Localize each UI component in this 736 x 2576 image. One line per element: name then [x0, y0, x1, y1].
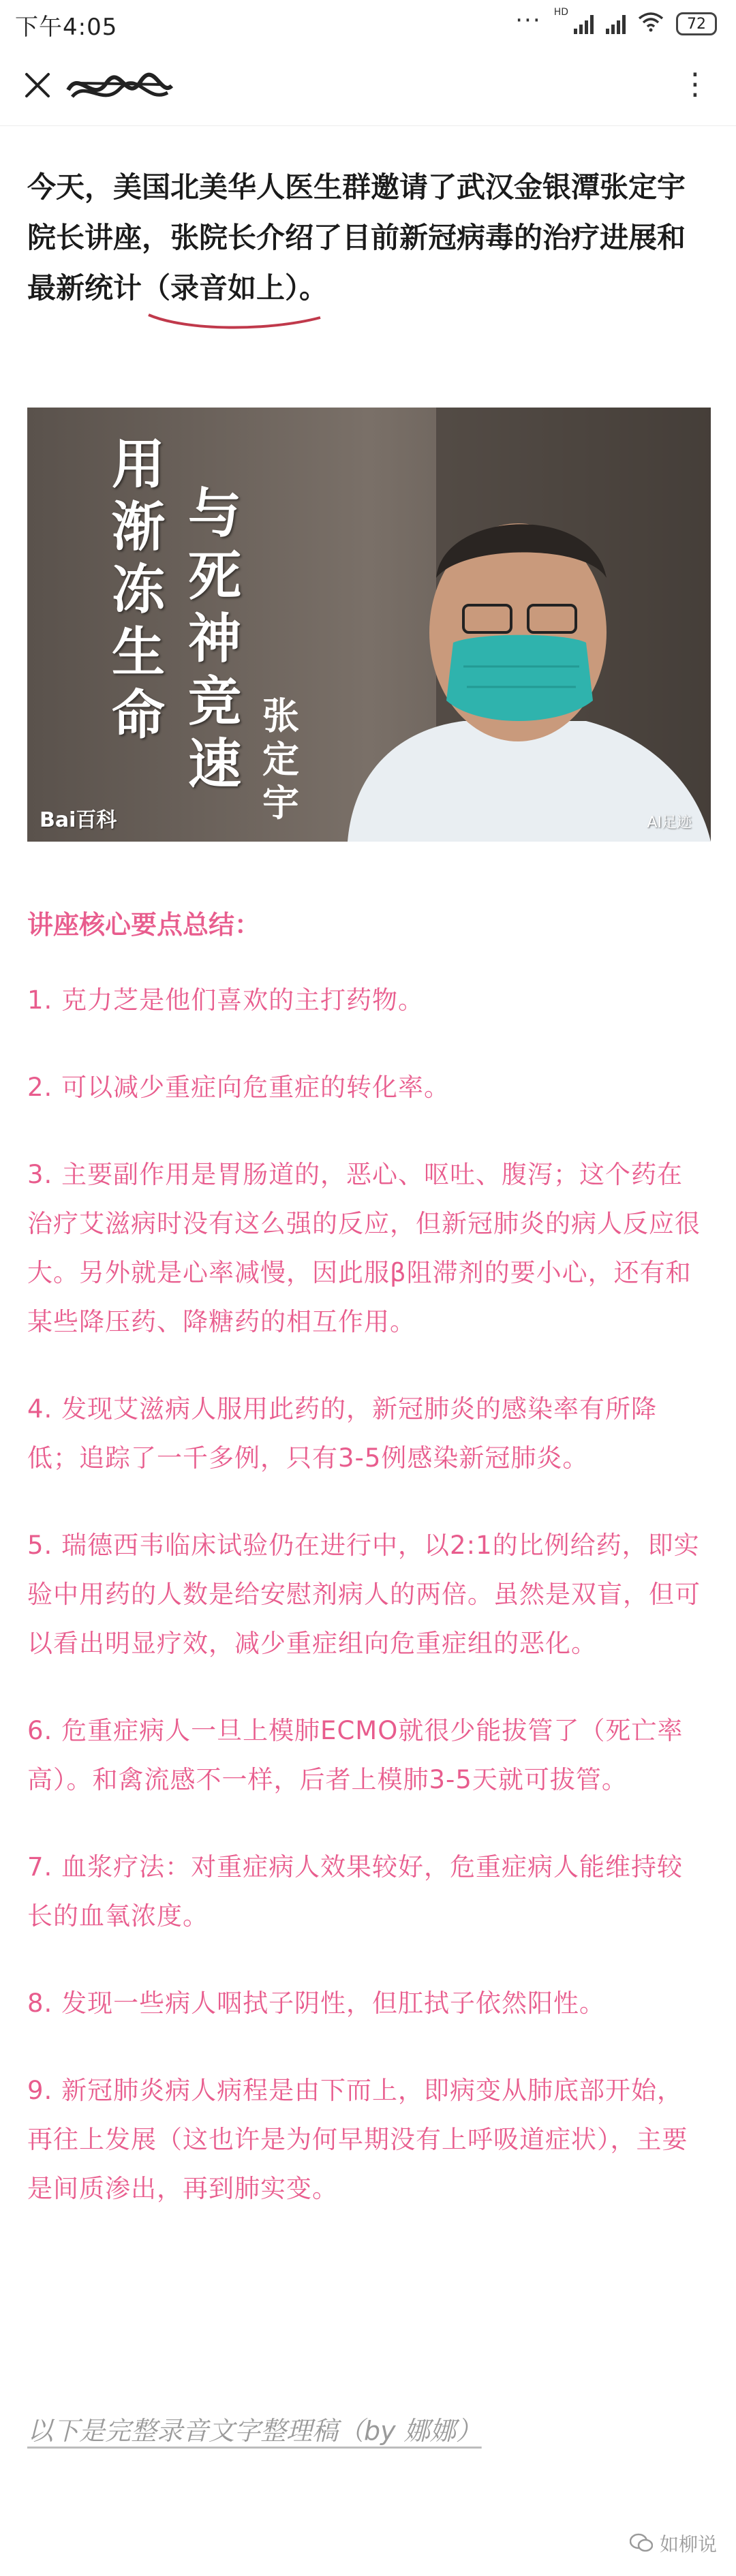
redacted-title-scribble: [65, 63, 174, 110]
article-figure: [27, 408, 711, 842]
summary-point-9: 9. 新冠肺炎病人病程是由下而上，即病变从肺底部开始，再往上发展（这也许是为何早期没有上呼吸道症状），主要是间质渗出，再到肺实变。: [27, 2076, 688, 2203]
figure-caption-name: 张定宇: [262, 694, 299, 825]
summary-point-3: 3. 主要副作用是胃肠道的，恶心、呕吐、腹泻；这个药在治疗艾滋病时没有这么强的反应，但新冠肺炎的病人反应很大。另外就是心率减慢，因此服β阻滞剂的要小心，还有和某些降压药、降糖药的相互作用。: [27, 1160, 701, 1336]
brand-watermark: [630, 2530, 717, 2557]
wifi-icon: [638, 12, 664, 37]
more-options-button[interactable]: [673, 63, 717, 106]
article-intro: 今天，美国北美华人医生群邀请了武汉金银潭张定宇院长讲座，张院长介绍了目前新冠病毒的治疗进展和最新统计（录音如上）。: [27, 170, 686, 305]
more-notifications-icon: ···: [515, 7, 542, 34]
signal-icon-2: [606, 14, 626, 34]
figure-caption-col-2: 与死神竞速: [188, 482, 242, 795]
wechat-icon: [630, 2533, 653, 2554]
more-icon: ⋮: [680, 67, 710, 102]
summary-point-6: 6. 危重症病人一旦上模肺ECMO就很少能拔管了（死亡率高）。和禽流感不一样，后者上模肺3-5天就可拔管。: [27, 1716, 684, 1794]
summary-point-1: 1. 克力芝是他们喜欢的主打药物。: [27, 985, 425, 1015]
brand-watermark-text: 如柳说: [659, 2533, 717, 2556]
transcript-link[interactable]: 以下是完整录音文字整理稿（by 娜娜）: [27, 2416, 482, 2446]
figure-watermark: AI足迹: [647, 814, 692, 831]
signal-label: HD: [553, 7, 568, 18]
nav-bar: [0, 49, 736, 126]
status-bar: [0, 0, 736, 49]
summary-title: 讲座核心要点总结：: [27, 910, 261, 940]
summary-point-4: 4. 发现艾滋病人服用此药的，新冠肺炎的感染率有所降低；追踪了一千多例，只有3-5例感染新冠肺炎。: [27, 1394, 658, 1473]
figure-caption-col-1: 用渐冻生命: [112, 433, 166, 746]
intro-underline-mark: [146, 308, 323, 331]
close-icon: [22, 70, 52, 100]
status-icons: [515, 7, 717, 41]
battery-indicator: 72: [676, 12, 717, 35]
baidu-logo: Bai百科: [40, 808, 117, 832]
summary-point-2: 2. 可以减少重症向危重症的转化率。: [27, 1073, 450, 1102]
close-button[interactable]: [16, 64, 59, 106]
signal-icon: [574, 14, 594, 34]
summary-points-list: [27, 976, 709, 2252]
status-time: 下午4:05: [15, 14, 118, 41]
summary-point-8: 8. 发现一些病人咽拭子阴性，但肛拭子依然阳性。: [27, 1989, 606, 2018]
summary-point-7: 7. 血浆疗法：对重症病人效果较好，危重症病人能维持较长的血氧浓度。: [27, 1852, 684, 1931]
summary-point-5: 5. 瑞德西韦临床试验仍在进行中，以2:1的比例给药，即实验中用药的人数是给安慰剂病人的两倍。虽然是双盲，但可以看出明显疗效，减少重症组向危重症组的恶化。: [27, 1531, 701, 1658]
